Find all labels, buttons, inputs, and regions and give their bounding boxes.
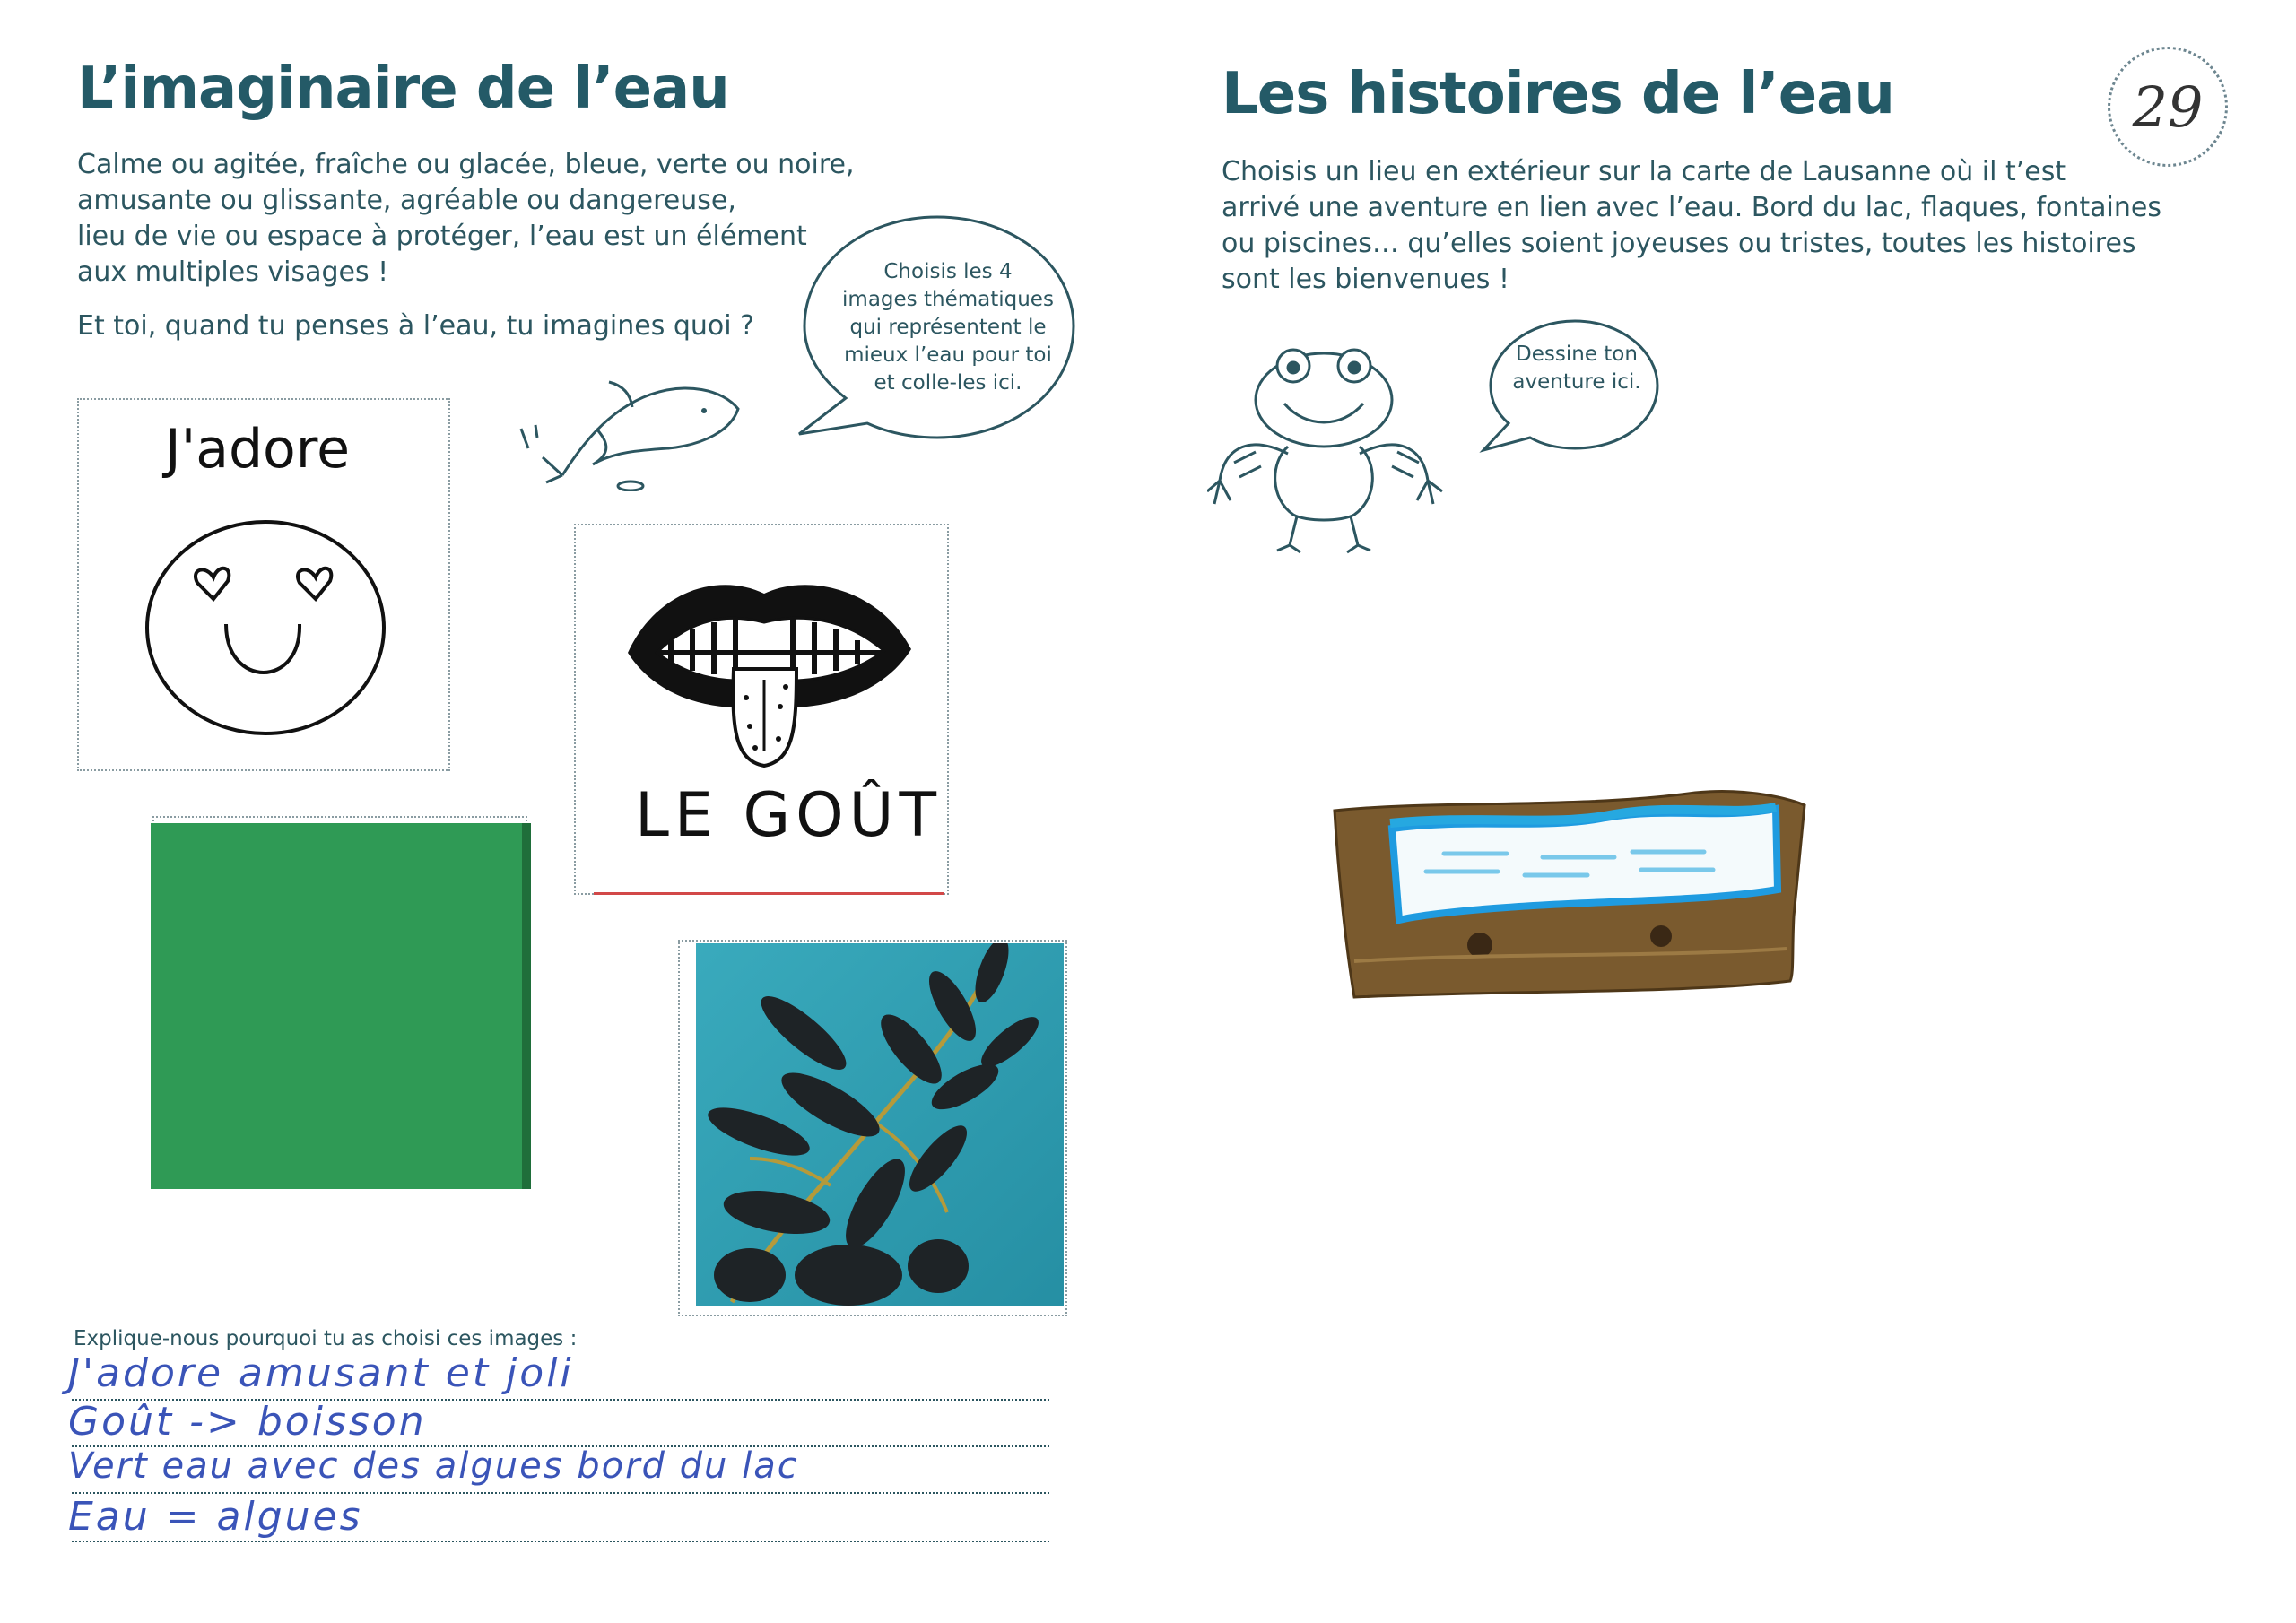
bubble-line: et colle-les ici. [874, 371, 1022, 395]
intro-line: amusante ou glissante, agréable ou dangereuse, [77, 185, 736, 216]
intro-line: Choisis un lieu en extérieur sur la carte de Lausanne où il t’est [1222, 156, 2066, 187]
intro-line: aux multiples visages ! [77, 256, 389, 288]
bubble-line: Dessine ton [1516, 343, 1638, 366]
image-card-gout [574, 524, 949, 895]
right-page-title: Les histoires de l’eau [1222, 61, 1894, 127]
left-question: Et toi, quand tu penses à l’eau, tu imagines quoi ? [77, 310, 755, 342]
bubble-line: mieux l’eau pour toi [844, 343, 1052, 367]
intro-line: Calme ou agitée, fraîche ou glacée, bleue, verte ou noire, [77, 149, 855, 180]
answer-handwritten: Eau = algues [68, 1494, 363, 1540]
answer-line [72, 1541, 1049, 1542]
card-label: LE GOÛT [635, 780, 942, 851]
card-label: J'adore [165, 418, 351, 481]
answer-handwritten: Goût -> boisson [68, 1399, 427, 1445]
frog-icon [1207, 346, 1476, 554]
bubble-line: aventure ici. [1512, 370, 1641, 394]
pool-drawing-image [1327, 782, 1812, 1001]
left-bubble-text [818, 258, 1078, 397]
red-edge-line [594, 892, 944, 895]
answer-handwritten: Vert eau avec des algues bord du lac [68, 1445, 799, 1487]
explain-prompt: Explique-nous pourquoi tu as choisi ces images : [74, 1327, 578, 1350]
page-number: 29 [2108, 47, 2228, 167]
smiley-heart-eyes-icon [144, 513, 391, 746]
bubble-line: Choisis les 4 [883, 260, 1013, 283]
bubble-line: qui représentent le [849, 316, 1047, 339]
right-intro [1222, 154, 2208, 298]
mouth-tongue-icon [621, 563, 917, 778]
intro-line: sont les bienvenues ! [1222, 264, 1509, 295]
algae-photo-image [696, 943, 1064, 1306]
intro-line: lieu de vie ou espace à protéger, l’eau est un élément [77, 221, 807, 252]
left-intro [77, 147, 884, 291]
bubble-line: images thématiques [842, 288, 1054, 311]
right-bubble-text [1496, 341, 1657, 396]
left-page-title: L’imaginaire de l’eau [77, 56, 729, 122]
answer-handwritten: J'adore amusant et joli [68, 1350, 574, 1396]
image-card-jadore [77, 398, 450, 771]
green-square-image [151, 823, 522, 1189]
intro-line: arrivé une aventure en lien avec l’eau. Bord du lac, flaques, fontaines [1222, 192, 2161, 223]
fish-icon [516, 375, 744, 491]
intro-line: ou piscines… qu’elles soient joyeuses ou tristes, toutes les histoires [1222, 228, 2136, 259]
